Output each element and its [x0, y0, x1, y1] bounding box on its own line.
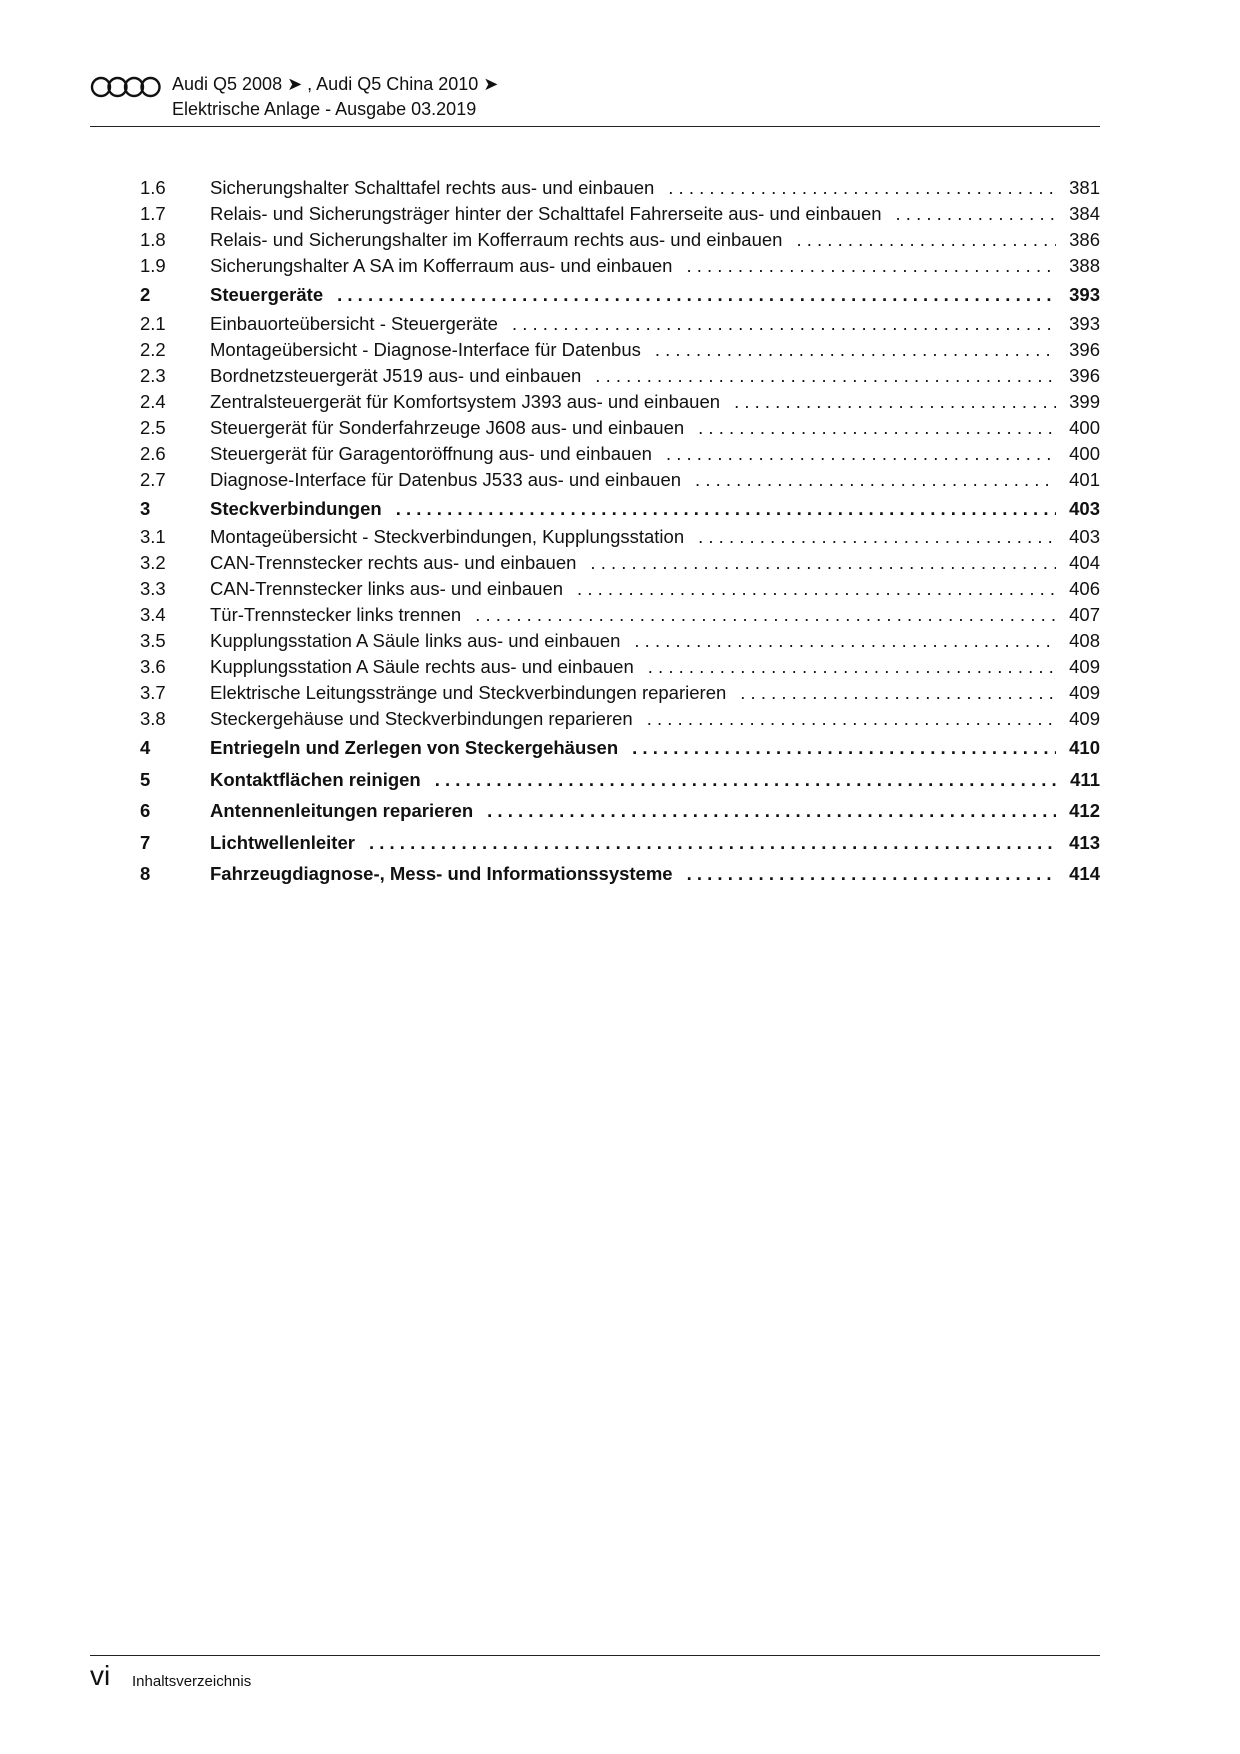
toc-dot-leader — [695, 467, 1056, 493]
toc-dot-leader — [655, 337, 1056, 363]
toc-dot-leader — [595, 363, 1056, 389]
toc-entry-title: Sicherungshalter Schalttafel rechts aus- und einbauen — [210, 177, 655, 198]
toc-entry-title: Entriegeln und Zerlegen von Steckergehäusen — [210, 737, 619, 758]
toc-entry-row[interactable] — [140, 201, 1100, 227]
toc-entry-row[interactable] — [140, 467, 1100, 493]
toc-entry-title: CAN-Trennstecker links aus- und einbauen — [210, 578, 564, 599]
toc-entry-page: 400 — [1069, 416, 1100, 438]
toc-entry-page: 386 — [1069, 229, 1100, 250]
toc-entry-number: 2.3 — [140, 364, 166, 386]
toc-entry-row[interactable] — [140, 576, 1100, 602]
toc-entry-number: 1.6 — [140, 177, 166, 198]
toc-entry-number: 2 — [140, 284, 151, 305]
toc-entry-row[interactable] — [140, 363, 1100, 389]
toc-entry-number: 1.8 — [140, 229, 166, 250]
toc-entry-title: Antennenleitungen reparieren — [210, 800, 474, 821]
toc-dot-leader — [634, 628, 1056, 654]
toc-chapter-row[interactable] — [140, 493, 1100, 525]
toc-entry-number: 2.5 — [140, 416, 166, 438]
toc-entry-number: 7 — [140, 831, 151, 853]
toc-entry-page: 408 — [1069, 630, 1100, 651]
toc-entry-title: Diagnose-Interface für Datenbus J533 aus- und einbauen — [210, 468, 682, 490]
toc-entry-title: Steuergerät für Sonderfahrzeuge J608 aus- und einbauen — [210, 416, 685, 438]
toc-entry-number: 3.8 — [140, 708, 166, 729]
toc-entry-title: Relais- und Sicherungsträger hinter der Schalttafel Fahrerseite aus- und einbauen — [210, 203, 882, 224]
toc-entry-number: 3.7 — [140, 682, 166, 703]
toc-dot-leader — [666, 441, 1056, 467]
toc-entry-page: 410 — [1069, 737, 1100, 758]
toc-dot-leader — [647, 706, 1056, 732]
toc-entry-row[interactable] — [140, 175, 1100, 201]
toc-entry-number: 3.2 — [140, 552, 166, 573]
toc-chapter-row[interactable] — [140, 827, 1100, 859]
toc-entry-row[interactable] — [140, 550, 1100, 576]
toc-entry-number: 8 — [140, 863, 151, 884]
toc-entry-number: 4 — [140, 737, 151, 758]
toc-chapter-row[interactable] — [140, 858, 1100, 890]
toc-entry-page: 393 — [1069, 312, 1100, 334]
toc-entry-title: Kupplungsstation A Säule links aus- und einbauen — [210, 630, 621, 651]
toc-dot-leader — [369, 827, 1056, 859]
toc-entry-page: 403 — [1069, 497, 1100, 519]
toc-entry-title: Steckergehäuse und Steckverbindungen reparieren — [210, 708, 633, 729]
toc-dot-leader — [687, 858, 1056, 890]
toc-entry-row[interactable] — [140, 680, 1100, 706]
toc-dot-leader — [896, 201, 1056, 227]
toc-dot-leader — [435, 764, 1056, 796]
toc-dot-leader — [686, 253, 1056, 279]
toc-chapter-row[interactable] — [140, 732, 1100, 764]
toc-dot-leader — [475, 602, 1056, 628]
toc-dot-leader — [698, 524, 1056, 550]
toc-entry-page: 400 — [1069, 442, 1100, 464]
toc-entry-number: 2.2 — [140, 338, 166, 360]
toc-entry-title: Steuergeräte — [210, 284, 324, 305]
page-header — [90, 72, 1100, 127]
toc-dot-leader — [512, 311, 1056, 337]
toc-entry-number: 1.7 — [140, 203, 166, 224]
toc-entry-number: 2.6 — [140, 442, 166, 464]
toc-entry-title: Sicherungshalter A SA im Kofferraum aus- und einbauen — [210, 255, 673, 276]
toc-entry-title: Zentralsteuergerät für Komfortsystem J393 aus- und einbauen — [210, 390, 721, 412]
toc-entry-row[interactable] — [140, 628, 1100, 654]
toc-entry-number: 2.4 — [140, 390, 166, 412]
toc-dot-leader — [796, 227, 1056, 253]
toc-entry-page: 409 — [1069, 682, 1100, 703]
toc-entry-row[interactable] — [140, 524, 1100, 550]
toc-entry-page: 409 — [1069, 708, 1100, 729]
toc-entry-page: 409 — [1069, 656, 1100, 677]
toc-entry-row[interactable] — [140, 311, 1100, 337]
toc-entry-row[interactable] — [140, 337, 1100, 363]
toc-entry-page: 407 — [1069, 604, 1100, 625]
toc-entry-row[interactable] — [140, 415, 1100, 441]
toc-entry-page: 403 — [1069, 526, 1100, 547]
toc-dot-leader — [396, 493, 1056, 525]
toc-chapter-row[interactable] — [140, 764, 1100, 796]
toc-entry-number: 3.6 — [140, 656, 166, 677]
toc-entry-page: 412 — [1069, 800, 1100, 821]
toc-entry-number: 2.1 — [140, 312, 166, 334]
table-of-contents — [140, 175, 1100, 890]
toc-dot-leader — [577, 576, 1056, 602]
toc-entry-title: Steckverbindungen — [210, 497, 382, 519]
toc-entry-page: 384 — [1069, 203, 1100, 224]
toc-entry-row[interactable] — [140, 654, 1100, 680]
toc-entry-page: 406 — [1069, 578, 1100, 599]
toc-dot-leader — [337, 279, 1056, 311]
toc-entry-row[interactable] — [140, 441, 1100, 467]
toc-entry-title: Einbauorteübersicht - Steuergeräte — [210, 312, 498, 334]
header-edition-line: Elektrische Anlage - Ausgabe 03.2019 — [172, 99, 477, 119]
toc-entry-title: Kontaktflächen reinigen — [210, 768, 421, 790]
toc-dot-leader — [698, 415, 1056, 441]
toc-dot-leader — [734, 389, 1056, 415]
toc-entry-title: Montageübersicht - Diagnose-Interface für Datenbus — [210, 338, 641, 360]
toc-entry-page: 393 — [1069, 284, 1100, 305]
toc-entry-row[interactable] — [140, 253, 1100, 279]
toc-entry-number: 3.4 — [140, 604, 166, 625]
toc-entry-page: 388 — [1069, 255, 1100, 276]
toc-entry-title: Kupplungsstation A Säule rechts aus- und einbauen — [210, 656, 634, 677]
toc-dot-leader — [632, 732, 1056, 764]
toc-entry-row[interactable] — [140, 706, 1100, 732]
toc-entry-number: 3.5 — [140, 630, 166, 651]
page-footer — [90, 1655, 1100, 1696]
toc-entry-number: 6 — [140, 800, 151, 821]
toc-entry-page: 404 — [1069, 552, 1100, 573]
toc-entry-number: 2.7 — [140, 468, 166, 490]
toc-entry-row[interactable] — [140, 602, 1100, 628]
toc-entry-number: 1.9 — [140, 255, 166, 276]
toc-entry-row[interactable] — [140, 389, 1100, 415]
audi-rings-icon — [90, 76, 162, 98]
toc-entry-number: 3.3 — [140, 578, 166, 599]
toc-chapter-row[interactable] — [140, 795, 1100, 827]
toc-entry-page: 414 — [1069, 863, 1100, 884]
toc-entry-page: 401 — [1069, 468, 1100, 490]
toc-entry-title: Tür-Trennstecker links trennen — [210, 604, 462, 625]
footer-page-number: vi — [90, 1660, 111, 1691]
toc-entry-page: 396 — [1069, 338, 1100, 360]
toc-entry-page: 413 — [1069, 831, 1100, 853]
toc-entry-number: 3.1 — [140, 526, 166, 547]
toc-dot-leader — [487, 795, 1056, 827]
toc-entry-title: Steuergerät für Garagentoröffnung aus- und einbauen — [210, 442, 652, 464]
toc-entry-title: CAN-Trennstecker rechts aus- und einbauen — [210, 552, 577, 573]
toc-entry-title: Relais- und Sicherungshalter im Kofferraum rechts aus- und einbauen — [210, 229, 783, 250]
toc-dot-leader — [740, 680, 1056, 706]
toc-entry-page: 399 — [1069, 390, 1100, 412]
toc-dot-leader — [648, 654, 1056, 680]
toc-entry-row[interactable] — [140, 227, 1100, 253]
toc-entry-page: 411 — [1070, 768, 1100, 790]
toc-entry-page: 396 — [1069, 364, 1100, 386]
toc-entry-title: Lichtwellenleiter — [210, 831, 355, 853]
toc-entry-page: 381 — [1069, 177, 1100, 198]
toc-entry-number: 3 — [140, 497, 151, 519]
header-model-line: Audi Q5 2008 ➤ , Audi Q5 China 2010 ➤ — [172, 74, 499, 94]
footer-section-title: Inhaltsverzeichnis — [132, 1673, 252, 1690]
toc-entry-title: Montageübersicht - Steckverbindungen, Kupplungsstation — [210, 526, 685, 547]
toc-dot-leader — [668, 175, 1056, 201]
toc-entry-number: 5 — [140, 768, 151, 790]
toc-entry-title: Fahrzeugdiagnose-, Mess- und Informationssysteme — [210, 863, 673, 884]
toc-entry-title: Elektrische Leitungsstränge und Steckverbindungen reparieren — [210, 682, 727, 703]
toc-chapter-row[interactable] — [140, 279, 1100, 311]
toc-entry-title: Bordnetzsteuergerät J519 aus- und einbauen — [210, 364, 582, 386]
toc-dot-leader — [590, 550, 1056, 576]
